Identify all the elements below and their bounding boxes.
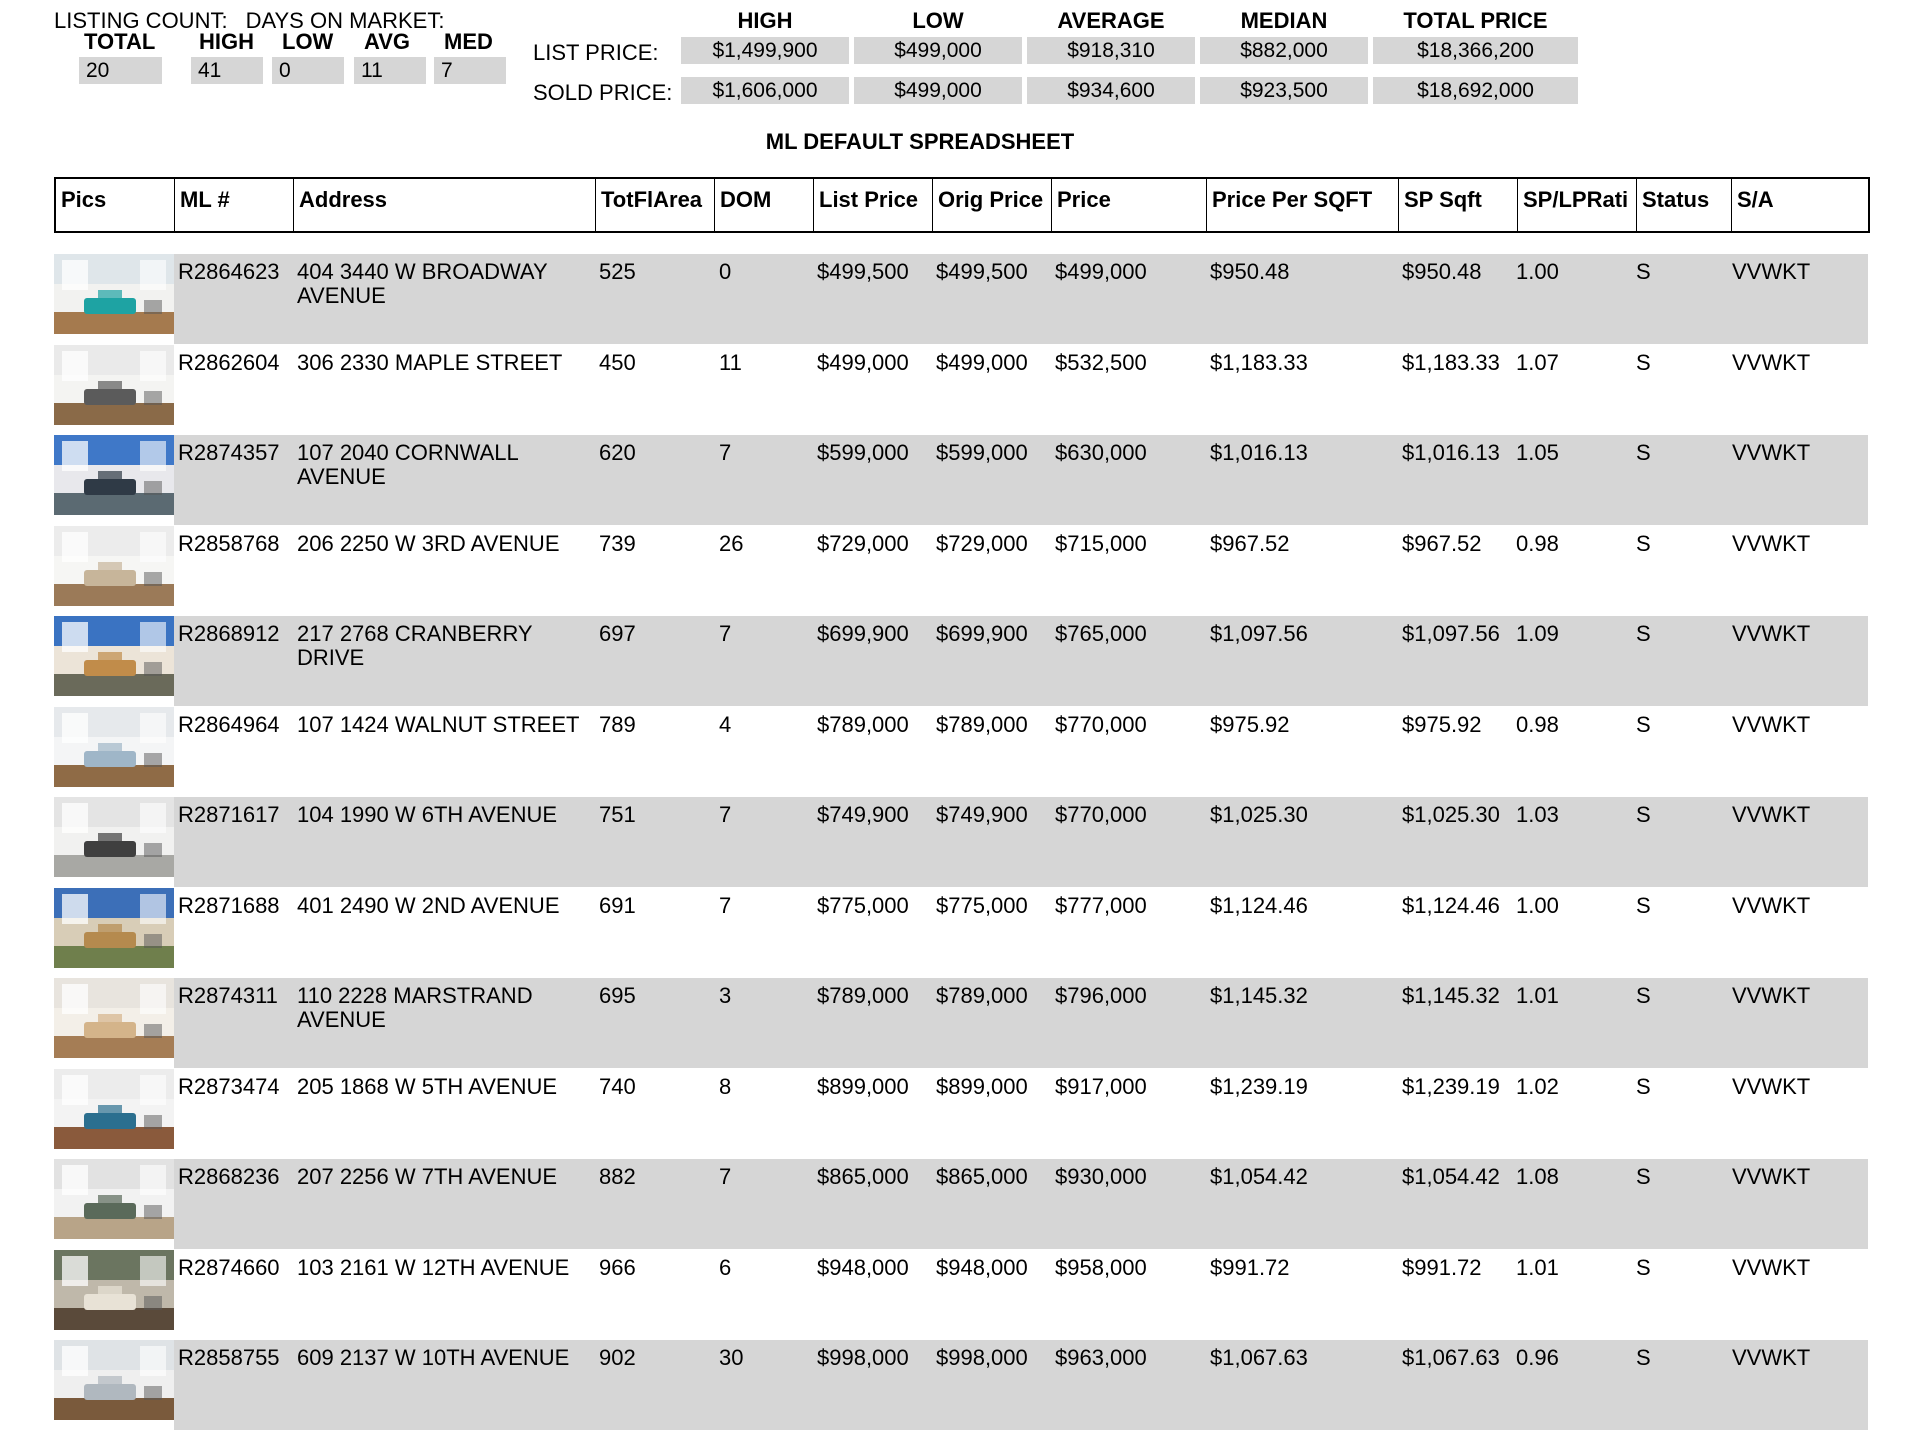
table-row[interactable] xyxy=(54,526,1868,616)
status-cell: S xyxy=(1636,712,1651,737)
table-row[interactable] xyxy=(54,978,1868,1068)
listing-photo-thumbnail[interactable] xyxy=(54,345,174,425)
sp-lp-ratio-cell: 1.03 xyxy=(1516,802,1559,827)
sp-lp-ratio-cell: 1.01 xyxy=(1516,983,1559,1008)
status-cell: S xyxy=(1636,1345,1651,1370)
list-price-cell: $499,500 xyxy=(817,259,909,284)
sp-lp-ratio-cell: 1.02 xyxy=(1516,1074,1559,1099)
orig-price-cell: $789,000 xyxy=(936,712,1028,737)
status-cell: S xyxy=(1636,1255,1651,1280)
address-cell: 107 2040 CORNWALL AVENUE xyxy=(297,440,518,489)
col-list-price: List Price xyxy=(813,179,932,231)
address-cell: 104 1990 W 6TH AVENUE xyxy=(297,802,558,827)
sheet-title: ML DEFAULT SPREADSHEET xyxy=(765,129,1075,154)
dom-cell: 26 xyxy=(719,531,744,556)
address-cell: 205 1868 W 5TH AVENUE xyxy=(297,1074,558,1099)
sold-price-median: $923,500 xyxy=(1200,77,1368,104)
list-price-high: $1,499,900 xyxy=(681,37,849,64)
sp-lp-ratio-cell: 1.05 xyxy=(1516,440,1559,465)
price-per-sqft-cell: $1,025.30 xyxy=(1210,802,1308,827)
sp-sqft-cell: $975.92 xyxy=(1402,712,1482,737)
sp-lp-ratio-cell: 1.01 xyxy=(1516,1255,1559,1280)
list-price-low: $499,000 xyxy=(854,37,1022,64)
price-per-sqft-cell: $991.72 xyxy=(1210,1255,1290,1280)
col-price: Price xyxy=(1051,179,1206,231)
listing-photo-thumbnail[interactable] xyxy=(54,888,174,968)
table-row[interactable] xyxy=(54,1159,1868,1249)
ml-number-cell: R2873474 xyxy=(178,1074,280,1099)
address-cell: 107 1424 WALNUT STREET xyxy=(297,712,580,737)
price-per-sqft-cell: $1,054.42 xyxy=(1210,1164,1308,1189)
list-price-cell: $599,000 xyxy=(817,440,909,465)
ml-number-cell: R2868236 xyxy=(178,1164,280,1189)
sa-cell: VVWKT xyxy=(1732,1255,1811,1280)
dom-header-med: MED xyxy=(444,29,493,54)
price-per-sqft-cell: $1,097.56 xyxy=(1210,621,1308,646)
sp-sqft-cell: $1,097.56 xyxy=(1402,621,1500,646)
table-row[interactable] xyxy=(54,345,1868,435)
dom-high-value: 41 xyxy=(191,57,263,84)
sp-sqft-cell: $1,054.42 xyxy=(1402,1164,1500,1189)
address-cell: 306 2330 MAPLE STREET xyxy=(297,350,563,375)
sa-cell: VVWKT xyxy=(1732,893,1811,918)
floor-area-cell: 620 xyxy=(599,440,636,465)
list-price-cell: $775,000 xyxy=(817,893,909,918)
sp-sqft-cell: $950.48 xyxy=(1402,259,1482,284)
address-cell: 103 2161 W 12TH AVENUE xyxy=(297,1255,570,1280)
status-cell: S xyxy=(1636,621,1651,646)
dom-header-avg: AVG xyxy=(364,29,411,54)
price-header-median: MEDIAN xyxy=(1240,8,1328,33)
price-cell: $958,000 xyxy=(1055,1255,1147,1280)
listing-photo-thumbnail[interactable] xyxy=(54,1250,174,1330)
dom-cell: 11 xyxy=(719,350,742,375)
ml-number-cell: R2874660 xyxy=(178,1255,280,1280)
list-price-average: $918,310 xyxy=(1027,37,1195,64)
orig-price-cell: $899,000 xyxy=(936,1074,1028,1099)
price-cell: $630,000 xyxy=(1055,440,1147,465)
sold-price-low: $499,000 xyxy=(854,77,1022,104)
sp-sqft-cell: $967.52 xyxy=(1402,531,1482,556)
sp-lp-ratio-cell: 0.98 xyxy=(1516,531,1559,556)
price-cell: $917,000 xyxy=(1055,1074,1147,1099)
list-price-cell: $948,000 xyxy=(817,1255,909,1280)
price-cell: $777,000 xyxy=(1055,893,1147,918)
floor-area-cell: 450 xyxy=(599,350,636,375)
dom-low-value: 0 xyxy=(272,57,344,84)
listing-count-total: 20 xyxy=(79,57,162,84)
price-per-sqft-cell: $967.52 xyxy=(1210,531,1290,556)
price-per-sqft-cell: $1,183.33 xyxy=(1210,350,1308,375)
sp-lp-ratio-cell: 0.96 xyxy=(1516,1345,1559,1370)
sold-price-high: $1,606,000 xyxy=(681,77,849,104)
status-cell: S xyxy=(1636,259,1651,284)
address-cell: 206 2250 W 3RD AVENUE xyxy=(297,531,560,556)
floor-area-cell: 902 xyxy=(599,1345,636,1370)
list-price-cell: $699,900 xyxy=(817,621,909,646)
dom-cell: 3 xyxy=(719,983,732,1008)
dom-cell: 7 xyxy=(719,1164,732,1189)
price-cell: $770,000 xyxy=(1055,712,1147,737)
sp-sqft-cell: $991.72 xyxy=(1402,1255,1482,1280)
sp-sqft-cell: $1,016.13 xyxy=(1402,440,1500,465)
sp-sqft-cell: $1,067.63 xyxy=(1402,1345,1500,1370)
orig-price-cell: $729,000 xyxy=(936,531,1028,556)
col-sp-sqft: SP Sqft xyxy=(1398,179,1517,231)
sp-sqft-cell: $1,239.19 xyxy=(1402,1074,1500,1099)
price-per-sqft-cell: $1,239.19 xyxy=(1210,1074,1308,1099)
listing-photo-thumbnail[interactable] xyxy=(54,435,174,515)
list-price-cell: $998,000 xyxy=(817,1345,909,1370)
list-price-label: LIST PRICE: xyxy=(533,40,659,65)
table-row[interactable] xyxy=(54,616,1868,706)
ml-number-cell: R2864964 xyxy=(178,712,280,737)
sold-price-average: $934,600 xyxy=(1027,77,1195,104)
dom-label: DAYS ON MARKET: xyxy=(245,8,445,33)
listing-photo-thumbnail[interactable] xyxy=(54,616,174,696)
orig-price-cell: $998,000 xyxy=(936,1345,1028,1370)
sp-sqft-cell: $1,145.32 xyxy=(1402,983,1500,1008)
address-cell: 207 2256 W 7TH AVENUE xyxy=(297,1164,558,1189)
col-pics: Pics xyxy=(61,187,107,212)
table-row[interactable] xyxy=(54,797,1868,887)
price-header-high: HIGH xyxy=(737,8,793,33)
ml-number-cell: R2858755 xyxy=(178,1345,280,1370)
price-per-sqft-cell: $950.48 xyxy=(1210,259,1290,284)
dom-header-high: HIGH xyxy=(199,29,254,54)
col-price-per-sqft: Price Per SQFT xyxy=(1206,179,1398,231)
dom-header-total: TOTAL xyxy=(84,29,156,54)
floor-area-cell: 751 xyxy=(599,802,636,827)
listing-photo-thumbnail[interactable] xyxy=(54,526,174,606)
sa-cell: VVWKT xyxy=(1732,440,1811,465)
price-cell: $963,000 xyxy=(1055,1345,1147,1370)
table-row[interactable] xyxy=(54,254,1868,344)
sa-cell: VVWKT xyxy=(1732,983,1811,1008)
sp-lp-ratio-cell: 0.98 xyxy=(1516,712,1559,737)
col-ml-number: ML # xyxy=(174,179,293,231)
floor-area-cell: 739 xyxy=(599,531,636,556)
sold-price-total: $18,692,000 xyxy=(1373,77,1578,104)
status-cell: S xyxy=(1636,1164,1651,1189)
dom-cell: 6 xyxy=(719,1255,732,1280)
col-sp-lp-ratio: SP/LPRati xyxy=(1517,179,1636,231)
sp-sqft-cell: $1,025.30 xyxy=(1402,802,1500,827)
sp-lp-ratio-cell: 1.00 xyxy=(1516,259,1559,284)
price-cell: $770,000 xyxy=(1055,802,1147,827)
price-cell: $532,500 xyxy=(1055,350,1147,375)
col-status: Status xyxy=(1636,179,1731,231)
dom-med-value: 7 xyxy=(434,57,506,84)
table-row[interactable] xyxy=(54,888,1868,978)
sa-cell: VVWKT xyxy=(1732,712,1811,737)
dom-cell: 30 xyxy=(719,1345,744,1370)
price-cell: $796,000 xyxy=(1055,983,1147,1008)
sa-cell: VVWKT xyxy=(1732,259,1811,284)
list-price-cell: $499,000 xyxy=(817,350,909,375)
col-sa: S/A xyxy=(1731,179,1868,231)
listing-count-label: LISTING COUNT: xyxy=(54,8,228,33)
orig-price-cell: $948,000 xyxy=(936,1255,1028,1280)
status-cell: S xyxy=(1636,350,1651,375)
col-dom: DOM xyxy=(714,179,813,231)
price-per-sqft-cell: $1,016.13 xyxy=(1210,440,1308,465)
dom-cell: 7 xyxy=(719,893,732,918)
status-cell: S xyxy=(1636,802,1651,827)
address-cell: 217 2768 CRANBERRY DRIVE xyxy=(297,621,533,670)
table-row[interactable] xyxy=(54,1340,1868,1430)
address-cell: 110 2228 MARSTRAND AVENUE xyxy=(297,983,533,1032)
dom-cell: 7 xyxy=(719,802,732,827)
table-row[interactable] xyxy=(54,707,1868,797)
list-price-cell: $789,000 xyxy=(817,712,909,737)
price-per-sqft-cell: $1,067.63 xyxy=(1210,1345,1308,1370)
ml-number-cell: R2864623 xyxy=(178,259,280,284)
dom-cell: 0 xyxy=(719,259,732,284)
list-price-cell: $899,000 xyxy=(817,1074,909,1099)
floor-area-cell: 697 xyxy=(599,621,636,646)
orig-price-cell: $749,900 xyxy=(936,802,1028,827)
status-cell: S xyxy=(1636,440,1651,465)
floor-area-cell: 966 xyxy=(599,1255,636,1280)
orig-price-cell: $865,000 xyxy=(936,1164,1028,1189)
sp-sqft-cell: $1,124.46 xyxy=(1402,893,1500,918)
table-row[interactable] xyxy=(54,1250,1868,1340)
sp-lp-ratio-cell: 1.08 xyxy=(1516,1164,1559,1189)
list-price-median: $882,000 xyxy=(1200,37,1368,64)
sold-price-label: SOLD PRICE: xyxy=(533,80,673,105)
sp-lp-ratio-cell: 1.00 xyxy=(1516,893,1559,918)
address-cell: 404 3440 W BROADWAY AVENUE xyxy=(297,259,548,308)
floor-area-cell: 695 xyxy=(599,983,636,1008)
sa-cell: VVWKT xyxy=(1732,1345,1811,1370)
list-price-cell: $789,000 xyxy=(817,983,909,1008)
floor-area-cell: 525 xyxy=(599,259,636,284)
price-cell: $765,000 xyxy=(1055,621,1147,646)
status-cell: S xyxy=(1636,1074,1651,1099)
dom-cell: 4 xyxy=(719,712,732,737)
orig-price-cell: $499,500 xyxy=(936,259,1028,284)
table-header xyxy=(54,177,1870,233)
ml-number-cell: R2874357 xyxy=(178,440,280,465)
listing-photo-thumbnail[interactable] xyxy=(54,707,174,787)
price-header-total: TOTAL PRICE xyxy=(1403,8,1548,33)
list-price-cell: $729,000 xyxy=(817,531,909,556)
ml-number-cell: R2858768 xyxy=(178,531,280,556)
ml-number-cell: R2874311 xyxy=(178,983,278,1008)
sp-sqft-cell: $1,183.33 xyxy=(1402,350,1500,375)
price-per-sqft-cell: $1,145.32 xyxy=(1210,983,1308,1008)
list-price-cell: $749,900 xyxy=(817,802,909,827)
list-price-total: $18,366,200 xyxy=(1373,37,1578,64)
ml-number-cell: R2868912 xyxy=(178,621,280,646)
price-cell: $930,000 xyxy=(1055,1164,1147,1189)
ml-number-cell: R2862604 xyxy=(178,350,280,375)
sp-lp-ratio-cell: 1.07 xyxy=(1516,350,1559,375)
floor-area-cell: 789 xyxy=(599,712,636,737)
sa-cell: VVWKT xyxy=(1732,531,1811,556)
listing-photo-thumbnail[interactable] xyxy=(54,1069,174,1149)
listing-photo-thumbnail[interactable] xyxy=(54,254,174,334)
address-cell: 609 2137 W 10TH AVENUE xyxy=(297,1345,570,1370)
floor-area-cell: 691 xyxy=(599,893,636,918)
price-per-sqft-cell: $975.92 xyxy=(1210,712,1290,737)
sp-lp-ratio-cell: 1.09 xyxy=(1516,621,1559,646)
dom-cell: 7 xyxy=(719,621,732,646)
price-cell: $499,000 xyxy=(1055,259,1147,284)
sa-cell: VVWKT xyxy=(1732,802,1811,827)
listing-photo-thumbnail[interactable] xyxy=(54,1159,174,1239)
sa-cell: VVWKT xyxy=(1732,621,1811,646)
listing-photo-thumbnail[interactable] xyxy=(54,978,174,1058)
status-cell: S xyxy=(1636,893,1651,918)
sa-cell: VVWKT xyxy=(1732,1074,1811,1099)
floor-area-cell: 882 xyxy=(599,1164,636,1189)
dom-cell: 8 xyxy=(719,1074,732,1099)
sa-cell: VVWKT xyxy=(1732,350,1811,375)
list-price-cell: $865,000 xyxy=(817,1164,909,1189)
dom-avg-value: 11 xyxy=(354,57,426,84)
dom-cell: 7 xyxy=(719,440,732,465)
ml-number-cell: R2871617 xyxy=(178,802,280,827)
orig-price-cell: $599,000 xyxy=(936,440,1028,465)
col-tot-fl-area: TotFlArea xyxy=(595,179,714,231)
sa-cell: VVWKT xyxy=(1732,1164,1811,1189)
orig-price-cell: $775,000 xyxy=(936,893,1028,918)
status-cell: S xyxy=(1636,983,1651,1008)
address-cell: 401 2490 W 2ND AVENUE xyxy=(297,893,560,918)
col-orig-price: Orig Price xyxy=(932,179,1051,231)
listing-photo-thumbnail[interactable] xyxy=(54,1340,174,1420)
table-row[interactable] xyxy=(54,1069,1868,1159)
dom-header-low: LOW xyxy=(282,29,334,54)
orig-price-cell: $789,000 xyxy=(936,983,1028,1008)
listing-photo-thumbnail[interactable] xyxy=(54,797,174,877)
price-header-average: AVERAGE xyxy=(1057,8,1165,33)
floor-area-cell: 740 xyxy=(599,1074,636,1099)
price-cell: $715,000 xyxy=(1055,531,1147,556)
price-per-sqft-cell: $1,124.46 xyxy=(1210,893,1308,918)
orig-price-cell: $499,000 xyxy=(936,350,1028,375)
price-header-low: LOW xyxy=(912,8,964,33)
col-address: Address xyxy=(293,179,595,231)
table-row[interactable] xyxy=(54,435,1868,525)
orig-price-cell: $699,900 xyxy=(936,621,1028,646)
ml-number-cell: R2871688 xyxy=(178,893,280,918)
status-cell: S xyxy=(1636,531,1651,556)
